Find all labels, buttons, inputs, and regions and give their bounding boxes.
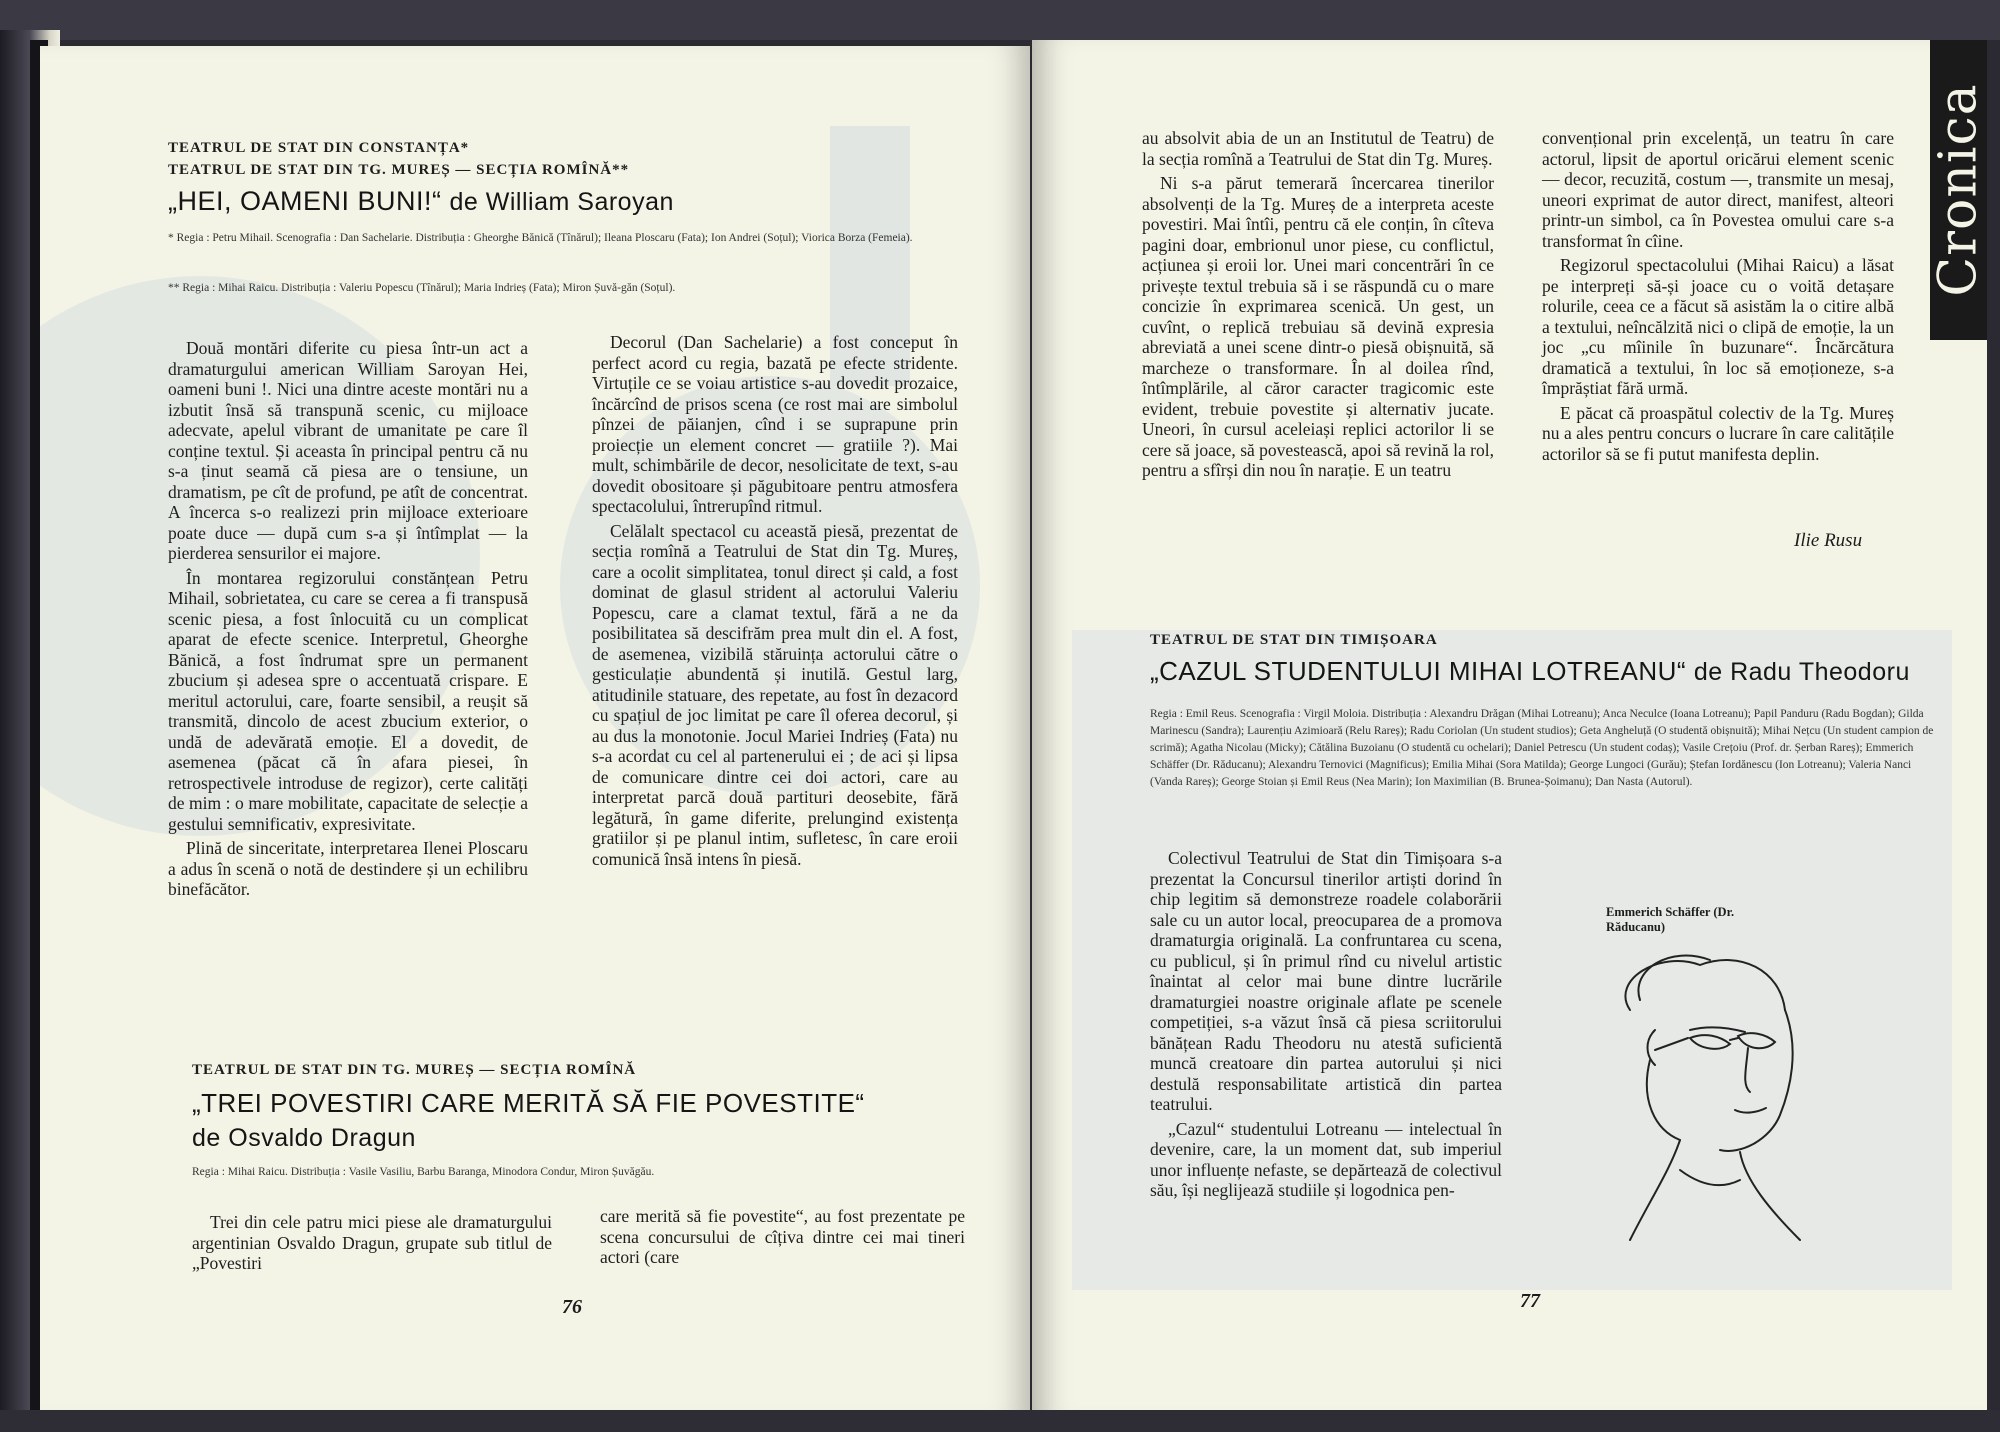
section-head: TEATRUL DE STAT DIN TG. MUREȘ — SECȚIA ROMÎNĂ	[192, 1062, 637, 1078]
section-head: TEATRUL DE STAT DIN TG. MUREȘ — SECȚIA ROMÎNĂ**	[168, 162, 630, 178]
credits: * Regia : Petru Mihail. Scenografia : Dan Sachelarie. Distribuția : Gheorghe Bănică (Tînărul); Ileana Ploscaru (Fata); Ion Andrei (Soțul); Viorica Borza (Femeia).	[168, 232, 913, 244]
section-tab	[1930, 40, 1987, 340]
sketch-caption: Emmerich Schäffer (Dr. Răducanu)	[1606, 905, 1735, 934]
portrait-sketch	[1570, 940, 1900, 1260]
article-title	[1150, 656, 1910, 687]
paragraph: Ni s-a părut temerară încercarea tinerilor absolvenți de la Tg. Mureș de a interpreta aceste povestiri. Mai întîi, pentru că ele conțin, în cîteva pagini doar, embrionul unor piese, cu conflictul, acțiunea și eroii lor. Unei mari concentrări în ce privește textul trebuia să i se răspundă cu o mare concizie în exprimarea scenică. Un gest, un cuvînt, o replică trebuiau să devină expresia abreviată a unei scene dintr-o piesă obișnuită, să marcheze o transformare. În al doilea rînd, întîmplările, al căror caracter tragicomic este evident, trebuie povestite și alternativ jucate. Uneori, în cursul aceleiași replici actorilor li se cere să joace, să povestească, apoi să revină la rol, pentru a sfîrși din nou în narație. E un teatru	[1142, 173, 1494, 480]
section-tab-label: Cronica	[1928, 83, 1989, 297]
section-head: TEATRUL DE STAT DIN TIMIȘOARA	[1150, 632, 1438, 648]
left-page	[40, 46, 1030, 1416]
page-number: 76	[562, 1296, 582, 1318]
section-head: TEATRUL DE STAT DIN CONSTANȚA*	[168, 140, 470, 156]
article-title	[168, 186, 674, 217]
paragraph: care merită să fie povestite“, au fost prezentate pe scena concursului de cîțiva dintre cei mai tineri actori (care	[600, 1206, 965, 1267]
paragraph: convențional prin excelență, un teatru în care actorul, lipsit de aportul oricărui element scenic — decor, recuzită, costum —, transmite un mesaj, uneori exprimat de autor direct, manifest, alteori printr-un simbol, ca în Povestea omului care s-a transformat în cîine.	[1542, 128, 1894, 251]
article-column	[600, 1206, 965, 1272]
title-text: „CAZUL STUDENTULUI MIHAI LOTREANU“	[1150, 656, 1687, 686]
paragraph: „Cazul“ studentului Lotreanu — intelectual în devenire, care, la un moment dat, sub imperiul unor influențe nefaste, se depărtează de colectivul său, își neglijează studiile și logodnica pen-	[1150, 1118, 1502, 1200]
paragraph: Decorul (Dan Sachelarie) a fost conceput în perfect acord cu regia, bazată pe efecte stridente. Virtuțile ce se voiau artistice s-au dovedit prozaice, încărcînd de prisos scena (ce rost mai are simbolul pînzei de păianjen, cînd i se suprapune prin proiecție un element concret — gratiile ?). Mai mult, schimbările de decor, nesolicitate de text, s-au dovedit obositoare și păgubitoare pentru atmosfera spectacolului, întrerupînd ritmul.	[592, 332, 958, 516]
title-author: de William Saroyan	[449, 188, 674, 216]
paragraph: E păcat că proaspătul colectiv de la Tg. Mureș nu a ales pentru concurs o lucrare în care calitățile actorilor să se fi putut manifesta deplin.	[1542, 402, 1894, 464]
paragraph: Regizorul spectacolului (Mihai Raicu) a lăsat pe interpreți să-și joace cu o voită detașare rolurile, ceea ce a făcut să asistăm la o citire albă a textului, neîncălzită nici o clipă de emoție, la un joc „cu mîinile în buzunare“. Încărcătura dramatică a textului, în loc să emoționeze, s-a împrăștiat fără urmă.	[1542, 255, 1894, 398]
paragraph: Plină de sinceritate, interpretarea Ilenei Ploscaru a adus în scenă o notă de destindere și un echilibru binefăcător.	[168, 838, 528, 899]
article-title: „TREI POVESTIRI CARE MERITĂ SĂ FIE POVESTITE“	[192, 1088, 865, 1118]
paragraph: Două montări diferite cu piesa într-un act a dramaturgului american William Saroyan Hei, oameni buni !. Nici una dintre aceste montări nu a izbutit însă să transpună scenic, cu mijloace adecvate, apelul vibrant de umanitate pe care îl conține textul. Și aceasta în principal pentru că nu s-a ținut seamă că piesa are o tensiune, un dramatism, pe cît de profund, pe atît de concentrat. A încerca s-o realizezi prin mijloace exterioare poate duce — după cum s-a și întîmplat — la pierderea sensurilor ei majore.	[168, 338, 528, 563]
author-signature: Ilie Rusu	[1794, 530, 1863, 551]
paragraph: au absolvit abia de un an Institutul de Teatru) de la secția romînă a Teatrului de Stat din Tg. Mureș.	[1142, 128, 1494, 169]
credits: Regia : Mihai Raicu. Distribuția : Vasile Vasiliu, Barbu Baranga, Minodora Condur, Miron Șuvăgău.	[192, 1166, 655, 1178]
paragraph: Trei din cele patru mici piese ale dramaturgului argentinian Osvaldo Dragun, grupate sub titlul de „Povestiri	[192, 1212, 552, 1273]
credits: ** Regia : Mihai Raicu. Distribuția : Valeriu Popescu (Tînărul); Maria Indrieș (Fata); Miron Șuvă-găn (Soțul).	[168, 282, 676, 294]
article-column	[1150, 848, 1502, 1205]
article-column	[168, 338, 528, 904]
scan-background-bottom	[0, 1410, 2000, 1432]
paragraph: Colectivul Teatrului de Stat din Timișoara s-a prezentat la Concursul tinerilor artiști dorind în chip legitim să demonstreze roadele colaborării sale cu un autor local, preocuparea de a promova dramaturgia originală. La confruntarea cu scena, cu publicul, și în primul rînd cu nivelul artistic înaintat al celor mai bune dintre lucrările dramaturgiei noastre originale aflate pe scenele competiției, s-a văzut însă că piesa scriitorului bănățean Radu Theodoru nu atestă suficientă muncă creatoare din partea autorului și nici destulă responsabilitate artistică din partea teatrului.	[1150, 848, 1502, 1114]
page-number: 77	[1520, 1290, 1540, 1312]
credits: Regia : Emil Reus. Scenografia : Virgil Moloia. Distribuția : Alexandru Drăgan (Mihai Lotreanu); Anca Neculce (Ioana Lotreanu); Papil Panduru (Radu Bogdan); Gilda Marinescu (Sandra); Laurențiu Azimioară (Relu Rareș); Radu Coriolan (Un student studios); Geta Angheluță (O studentă obișnuită); Mihai Nețcu (Un student campion de scrimă); Agatha Nicolau (Micky); Cătălina Buzoianu (O studentă cu ochelari); Daniel Petrescu (Un student codaș); Vasile Crețoiu (Prof. dr. Șerban Rareș); Emmerich Schäffer (Dr. Răducanu); Alexandru Ternovici (Magnificus); Emilia Mihai (Sora Matilda); George Lungoci (Gurău); Ștefan Iordănescu (Ion Lotreanu); Valeria Nanci (Vanda Rareș); George Stoian și Emil Reus (Nea Marin); Ion Maximilian (B. Brunea-Șoimanu); Dan Nasta (Autorul).	[1150, 708, 1934, 788]
article-column	[1142, 128, 1494, 485]
article-column	[192, 1212, 552, 1278]
article-column	[592, 332, 958, 873]
article-column	[1542, 128, 1894, 468]
title-text: „HEI, OAMENI BUNI!“	[168, 186, 442, 216]
paragraph: În montarea regizorului constănțean Petru Mihail, sobrietatea, cu care se cerea a fi transpusă scenic piesa, a fost înlocuită cu un complicat aparat de efecte scenice. Interpretul, Gheorghe Bănică, a fost îndrumat spre un permanent zbucium și adesea spre o accentuată crispare. E meritul actorului, care, foarte sensibil, a reușit să transmită, dincolo de acest zbucium exterior, o undă de adevărată emoție. El a dovedit, de asemenea (păcat că în afara piesei, în retrospectivele introduse de regizor), certe calități de mim : o mare mobilitate, capacitate de selecție a gestului semnificativ, expresivitate.	[168, 567, 528, 834]
paragraph: Celălalt spectacol cu această piesă, prezentat de secția romînă a Teatrului de Stat din Tg. Mureș, care a ocolit simplitatea, tonul direct și cald, a fost dominat de glasul strident al actorului Valeriu Popescu, care a clamat textul, fără a ne da posibilitatea să descifrăm prea mult din el. A fost, de asemenea, vizibilă stăruința actorului către o gesticulație abundentă și inutilă. Gestul larg, atitudinile statuare, des repetate, au fost în dezacord cu spațiul de joc limitat pe care îl oferea decorul, și au dus la monotonie. Jocul Mariei Indrieș (Fata) nu s-a acordat cu cel al partenerului ei ; de aci și lipsa de comunicare dintre cei doi actori, care au interpretat parcă două partituri deosebite, fără legătură, în game diferite, prelungind existența gratiilor și pe planul intim, sufletesc, în care eroii comunică însă intens în piesă.	[592, 520, 958, 869]
title-author: de Radu Theodoru	[1693, 658, 1910, 686]
scan-background-top	[0, 0, 2000, 40]
article-author: de Osvaldo Dragun	[192, 1124, 416, 1152]
